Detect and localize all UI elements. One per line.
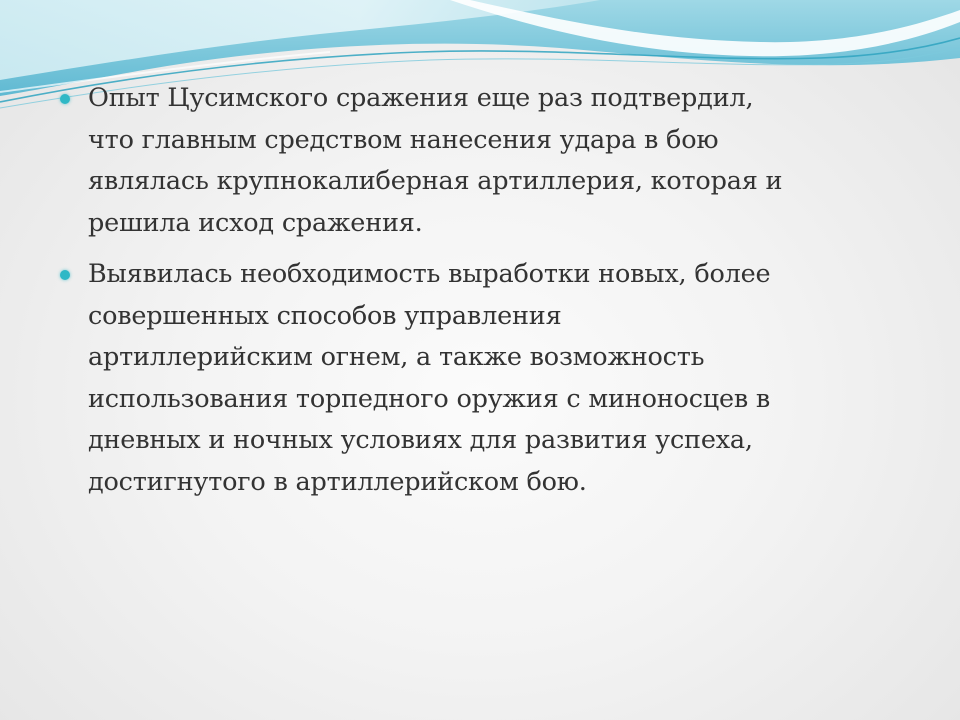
bullet-dot-icon bbox=[60, 270, 70, 280]
bullet-dot-icon bbox=[60, 94, 70, 104]
bullet-item-1 bbox=[58, 78, 918, 244]
bullet-item-2 bbox=[58, 254, 918, 503]
bullet-text: Выявилась необходимость выработки новых, более совершенных способов управления артиллерийским огнем, а также возможность использования торпедного оружия с миноносцев в дневных и ночных условиях для развития успеха, достигнутого в артиллерийском бою. bbox=[88, 259, 771, 497]
slide-body bbox=[58, 78, 918, 513]
bullet-text: Опыт Цусимского сражения еще раз подтвердил, что главным средством нанесения удара в бою являлась крупнокалиберная артиллерия, которая и решила исход сражения. bbox=[88, 83, 783, 238]
